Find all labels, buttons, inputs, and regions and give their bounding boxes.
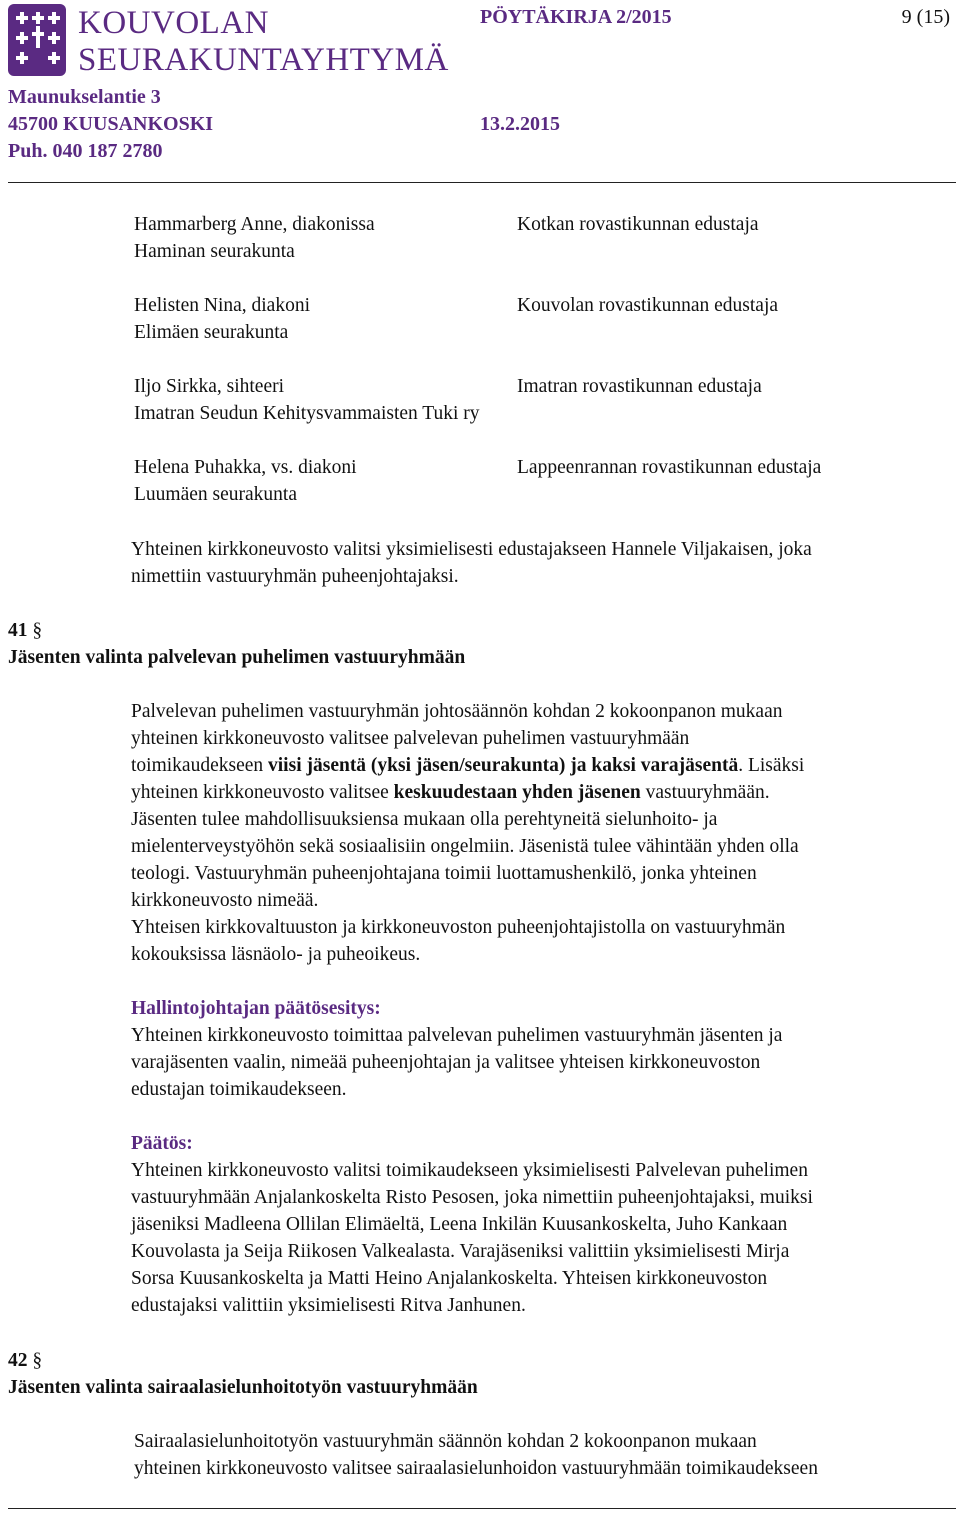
text-line: edustajan toimikaudekseen. xyxy=(131,1079,347,1100)
text-line: mielenterveystyöhön sekä sosiaalisiin ongelmiin. Jäsenistä tulee vähintään yhden olla xyxy=(131,836,799,857)
crosses-icon xyxy=(8,4,66,76)
text-line: yhteinen kirkkoneuvosto valitsee sairaalasielunhoidon vastuuryhmään toimikaudekseen xyxy=(134,1458,818,1479)
text-line xyxy=(131,779,804,806)
text-line: Yhteisen kirkkovaltuuston ja kirkkoneuvoston puheenjohtajistolla on vastuuryhmän xyxy=(131,917,786,938)
section-sign: § xyxy=(32,1350,43,1371)
text-run: toimikaudekseen xyxy=(131,755,269,776)
text-line: yhteinen kirkkoneuvosto valitsee palvelevan puhelimen vastuuryhmään xyxy=(131,728,690,749)
member-name: Hammarberg Anne, diakonissa xyxy=(134,214,375,235)
member-role: Imatran rovastikunnan edustaja xyxy=(517,376,762,397)
text-line xyxy=(131,752,804,779)
member-org: Haminan seurakunta xyxy=(134,241,295,262)
section-body xyxy=(134,1428,818,1482)
address-city: 45700 KUUSANKOSKI xyxy=(8,113,214,135)
text-line: Jäsenten tulee mahdollisuuksiensa mukaan olla perehtyneitä sielunhoito- ja xyxy=(131,809,718,830)
member-org: Elimäen seurakunta xyxy=(134,322,289,343)
text-line: Yhteinen kirkkoneuvosto toimittaa palvelevan puhelimen vastuuryhmän jäsenten ja xyxy=(131,1025,783,1046)
member-role: Kouvolan rovastikunnan edustaja xyxy=(517,295,779,316)
member-org: Imatran Seudun Kehitysvammaisten Tuki ry xyxy=(134,403,480,424)
footer-divider xyxy=(8,1508,956,1509)
text-run: yhteinen kirkkoneuvosto valitsee xyxy=(131,782,394,803)
meeting-date: 13.2.2015 xyxy=(480,113,560,135)
member-org: Luumäen seurakunta xyxy=(134,484,297,505)
text-line: varajäsenten vaalin, nimeää puheenjohtajan ja valitsee yhteisen kirkkoneuvoston xyxy=(131,1052,761,1073)
text-line: teologi. Vastuuryhmän puheenjohtajana toimii luottamushenkilö, jonka yhteinen xyxy=(131,863,757,884)
text-line: kirkkoneuvosto nimeää. xyxy=(131,890,319,911)
member-role: Kotkan rovastikunnan edustaja xyxy=(517,214,759,235)
text-line: Yhteinen kirkkoneuvosto valitsi toimikaudekseen yksimielisesti Palvelevan puhelimen xyxy=(131,1160,808,1181)
previous-decision xyxy=(131,536,812,590)
page-number: 9 (15) xyxy=(901,6,950,28)
proposal-heading: Hallintojohtajan päätösesitys: xyxy=(131,998,381,1019)
section-number xyxy=(8,617,42,644)
logo-mark xyxy=(8,4,66,76)
text-line: Yhteinen kirkkoneuvosto valitsi yksimielisesti edustajakseen Hannele Viljakaisen, joka xyxy=(131,539,812,560)
section-sign: § xyxy=(32,620,43,641)
emphasis-text: keskuudestaan yhden jäsenen xyxy=(393,782,641,803)
org-name-line1: KOUVOLAN xyxy=(78,5,269,41)
address-street: Maunukselantie 3 xyxy=(8,86,161,108)
text-line: Kouvolasta ja Seija Riikosen Valkealasta. Varajäseniksi valittiin yksimielisesti Mirja xyxy=(131,1241,790,1262)
decision-text xyxy=(131,1157,813,1319)
text-line: Sairaalasielunhoitotyön vastuuryhmän säännön kohdan 2 kokoonpanon mukaan xyxy=(134,1431,757,1452)
text-run: . Lisäksi xyxy=(738,755,805,776)
text-line: kokouksissa läsnäolo- ja puheoikeus. xyxy=(131,944,421,965)
text-line: nimettiin vastuuryhmän puheenjohtajaksi. xyxy=(131,566,459,587)
section-title: Jäsenten valinta sairaalasielunhoitotyön vastuuryhmään xyxy=(8,1377,478,1398)
decision-heading: Päätös: xyxy=(131,1133,193,1154)
text-line: Palvelevan puhelimen vastuuryhmän johtosäännön kohdan 2 kokoonpanon mukaan xyxy=(131,701,783,722)
text-line: vastuuryhmään Anjalankoskelta Risto Pesosen, joka nimettiin puheenjohtajaksi, muiksi xyxy=(131,1187,813,1208)
text-line: Sorsa Kuusankoskelta ja Matti Heino Anjalankoskelta. Yhteisen kirkkoneuvoston xyxy=(131,1268,768,1289)
section-number-value: 42 xyxy=(8,1350,28,1371)
org-name-line2: SEURAKUNTAYHTYMÄ xyxy=(78,42,449,78)
section-number xyxy=(8,1347,42,1374)
emphasis-text: viisi jäsentä (yksi jäsen/seurakunta) ja kaksi varajäsentä xyxy=(268,755,739,776)
member-name: Helena Puhakka, vs. diakoni xyxy=(134,457,357,478)
text-line: jäseniksi Madleena Ollilan Elimäeltä, Leena Inkilän Kuusankoskelta, Juho Kankaan xyxy=(131,1214,788,1235)
proposal-text xyxy=(131,1022,782,1103)
section-number-value: 41 xyxy=(8,620,28,641)
section-title: Jäsenten valinta palvelevan puhelimen vastuuryhmään xyxy=(8,647,466,668)
member-role: Lappeenrannan rovastikunnan edustaja xyxy=(517,457,822,478)
header-divider xyxy=(8,182,956,183)
text-line: edustajaksi valittiin yksimielisesti Ritva Janhunen. xyxy=(131,1295,526,1316)
text-run: vastuuryhmään. xyxy=(640,782,770,803)
document-title: PÖYTÄKIRJA 2/2015 xyxy=(480,6,672,28)
phone-number: Puh. 040 187 2780 xyxy=(8,140,163,162)
member-name: Helisten Nina, diakoni xyxy=(134,295,311,316)
section-body xyxy=(131,698,804,968)
member-name: Iljo Sirkka, sihteeri xyxy=(134,376,285,397)
